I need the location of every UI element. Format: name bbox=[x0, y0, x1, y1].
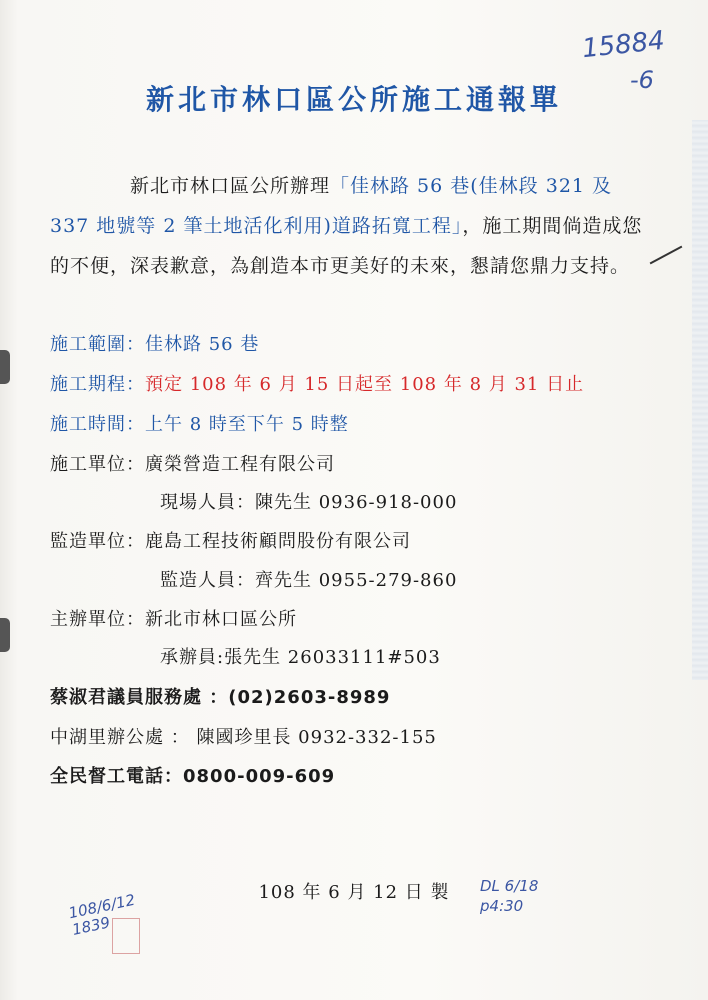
handwritten-received-time: 108/6/12 1839 bbox=[67, 890, 137, 939]
site-staff: 現場人員：陳先生 0936-918-000 bbox=[160, 492, 458, 513]
hotline: 全民督工電話：0800-009-609 bbox=[50, 766, 336, 787]
page-title: 新北市林口區公所施工通報單 bbox=[145, 83, 562, 116]
page-edge-stack bbox=[692, 120, 708, 680]
organizer-row bbox=[50, 605, 670, 631]
supervisor-row bbox=[50, 527, 670, 553]
scope-label: 施工範圍： bbox=[50, 334, 145, 355]
supervisor-label: 監造單位： bbox=[50, 531, 145, 552]
handwritten-note: DL 6/18 p4:30 bbox=[480, 877, 539, 915]
supervisor-value: 鹿島工程技術顧問股份有限公司 bbox=[145, 531, 411, 552]
hours-label: 施工時間： bbox=[50, 414, 145, 435]
period-value: 預定 108 年 6 月 15 日起至 108 年 8 月 31 日止 bbox=[145, 374, 585, 395]
contractor-value: 廣榮營造工程有限公司 bbox=[145, 454, 335, 475]
organizer-label: 主辦單位： bbox=[50, 609, 145, 630]
intro-text: 新北市林口區公所辦理 bbox=[130, 175, 331, 197]
handwritten-number: 15884 bbox=[580, 25, 667, 65]
organizer-staff: 承辦員:張先生 26033111#503 bbox=[160, 647, 441, 668]
scope-value: 佳林路 56 巷 bbox=[145, 334, 260, 355]
scope-row bbox=[50, 330, 670, 356]
contractor-label: 施工單位： bbox=[50, 454, 145, 475]
intro-paragraph bbox=[50, 166, 650, 286]
binding-hole-mark bbox=[0, 618, 10, 652]
village-office: 中湖里辦公處 ： 陳國珍里長 0932-332-155 bbox=[50, 727, 437, 748]
binding-hole-mark bbox=[0, 350, 10, 384]
period-row bbox=[50, 370, 670, 396]
hours-row bbox=[50, 410, 670, 436]
organizer-value: 新北市林口區公所 bbox=[145, 609, 297, 630]
supervisor-staff: 監造人員：齊先生 0955-279-860 bbox=[160, 570, 458, 591]
project-name: 「佳林路 56 巷(佳林段 321 及 337 地號等 2 筆土地活化利用)道路拓寬工程」 bbox=[50, 175, 613, 237]
hours-value: 上午 8 時至下午 5 時整 bbox=[145, 414, 349, 435]
councilor-office: 蔡淑君議員服務處 ：(02)2603-8989 bbox=[50, 687, 391, 708]
period-label: 施工期程： bbox=[50, 374, 145, 395]
handwritten-tick bbox=[650, 246, 683, 265]
intro-rest: ，施工期間倘造成您的不便，深表歉意，為創造本市更美好的未來，懇請您鼎力支持。 bbox=[50, 215, 643, 277]
handwritten-suffix: -6 bbox=[630, 66, 654, 94]
issue-date: 108 年 6 月 12 日 製 bbox=[258, 882, 450, 903]
contractor-row bbox=[50, 450, 670, 476]
